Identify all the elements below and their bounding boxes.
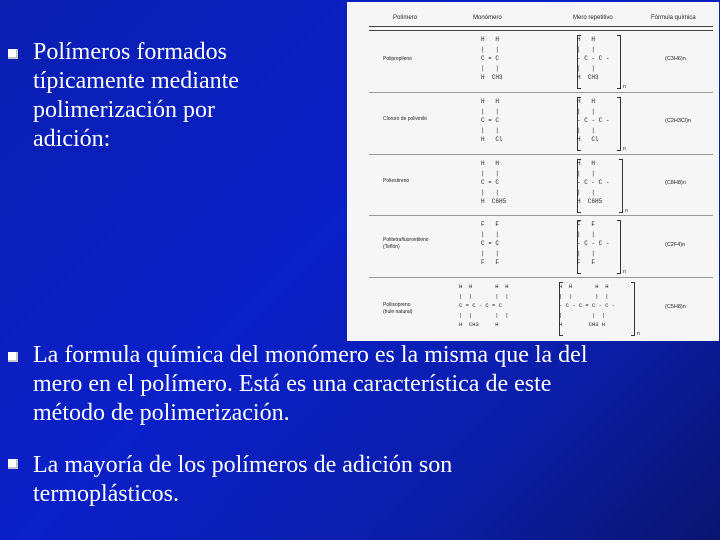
chemical-formula: (C2H3Cl)n [665,118,691,124]
chemical-formula: (C2F4)n [665,242,686,248]
mer-structure: H H H H | | | | - C - C = C - C - | | | H CH3 H [559,283,616,328]
row-divider [369,92,713,93]
polymer-name: Poliestireno [383,178,410,184]
polymer-name: Poliisopreno (hule natural) [383,302,413,315]
monomer-structure: H H | | C = C | | H C6H5 [481,160,507,205]
subscript-n: n [623,269,626,275]
monomer-structure: H H | | C = C | | H CH3 [481,36,503,81]
row-divider [369,215,713,216]
polymer-name: Politetrafluoroetileno (Teflón) [383,237,429,250]
bracket-right [617,35,621,89]
bullet-text-polimeros-adicion: Polímeros formados típicamente mediante polimerización por adición: [33,39,239,152]
polymer-table-figure [347,2,719,341]
mer-structure: H H | | - C - C - | | H Cl [577,98,610,143]
monomer-structure: F F | | C = C | | F F [481,221,500,266]
bracket-right [617,97,621,151]
monomer-structure: H H H H | | | | C = C - C = C | | | | H CH3 H [459,283,509,328]
bullet-icon [8,49,18,59]
header-rule-bottom [369,30,713,31]
monomer-structure: H H | | C = C | | H Cl [481,98,503,143]
bracket-right [617,220,621,274]
chemical-formula: (C8H8)n [665,180,686,186]
polymer-name: Polipropileno [383,56,412,62]
header-mero: Mero repetitivo [573,15,613,21]
subscript-n: n [625,208,628,214]
row-divider [369,277,713,278]
header-polimero: Polímero [393,15,418,21]
subscript-n: n [623,146,626,152]
polymer-name: Cloruro de polivinilo [383,116,427,122]
chemical-formula: (C3H6)n [665,56,686,62]
chemical-formula: (C5H8)n [665,304,686,310]
mer-structure: H H | | - C - C - | | H CH3 [577,36,610,81]
bullet-text-termoplasticos: La mayoría de los polímeros de adición son termoplásticos. [33,452,453,507]
mer-structure: H H | | - C - C - | | H C6H5 [577,160,610,205]
bullet-icon [8,459,18,469]
header-formula: Fórmula química [651,15,696,21]
row-divider [369,154,713,155]
mer-structure: F F | | - C - C - | | F F [577,221,610,266]
subscript-n: n [637,331,640,337]
bullet-icon [8,352,18,362]
header-rule-top [369,26,713,27]
header-monomero: Monómero [473,15,502,21]
subscript-n: n [623,84,626,90]
bullet-text-formula-monomero: La formula química del monómero es la misma que la del mero en el polímero. Está es una característica de este método de polimerización. [33,342,588,426]
bracket-right [631,282,635,336]
bracket-right [619,159,623,213]
